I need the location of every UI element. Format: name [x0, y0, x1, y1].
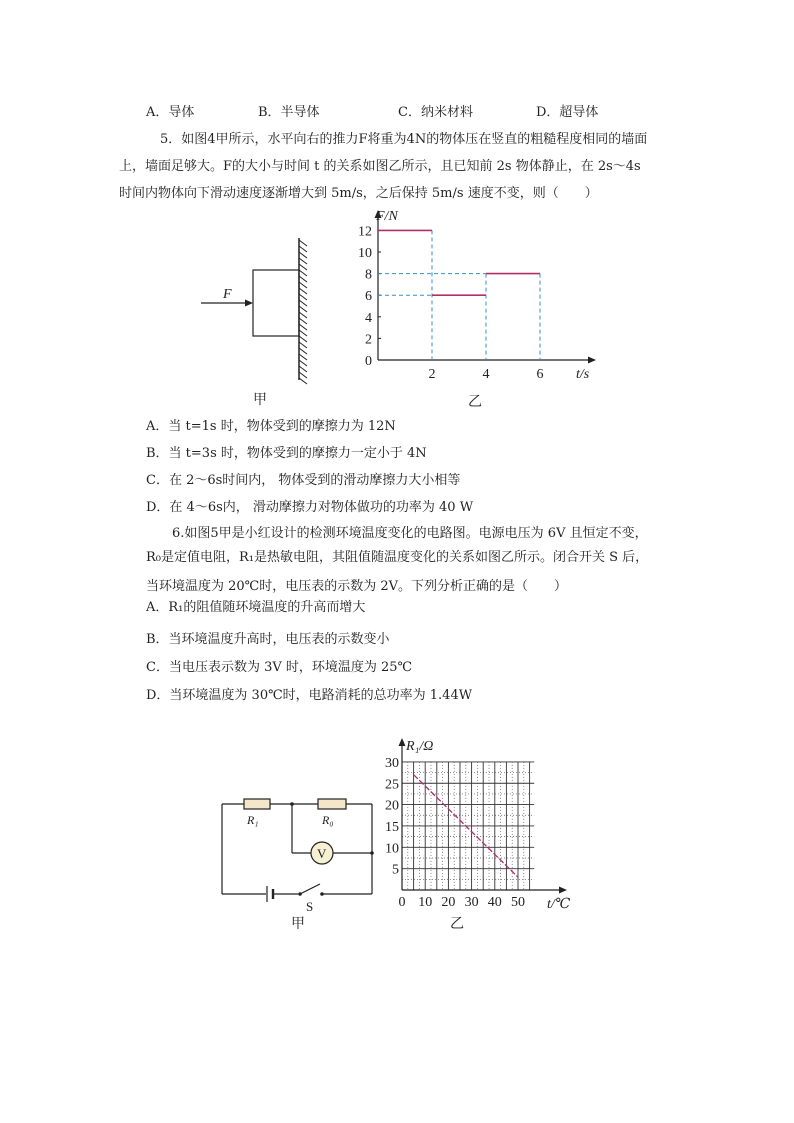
voltmeter-label: V	[317, 846, 327, 861]
y-tick-label: 30	[385, 755, 399, 771]
y-tick-label: 10	[358, 246, 372, 261]
resistor-r1	[244, 799, 270, 809]
y-tick-label: 20	[385, 798, 399, 814]
q4-option-b: B．半导体	[258, 105, 320, 120]
switch-icon	[300, 884, 320, 894]
x-tick-label: 40	[487, 895, 502, 910]
y-tick-label: 6	[365, 289, 372, 305]
switch-label: S	[306, 899, 314, 914]
x-axis-arrow-icon	[559, 887, 567, 894]
q6-option-a: A．R₁的阻值随环境温度的升高而增大	[146, 600, 366, 615]
q5-stem-line2: 上，墙面足够大。F的大小与时间 t 的关系如图乙所示，且已知前 2s 物体静止，在 2s～4s	[119, 159, 641, 174]
wall-hatch	[299, 240, 307, 384]
x-axis-label: t/℃	[547, 897, 571, 912]
q5-figure-wall-block	[195, 232, 320, 407]
q5-stem-line1: 5．如图4甲所示，水平向右的推力F将重为4N的物体压在竖直的粗糙程度相同的墙面	[160, 132, 648, 147]
x-tick-label: 30	[464, 895, 479, 910]
x-tick-label: 4	[482, 367, 490, 382]
y-tick-label: 12	[358, 224, 372, 240]
y-tick-label: 15	[385, 819, 399, 835]
q6-stem-line2: R₀是定值电阻，R₁是热敏电阻，其阻值随温度变化的关系如图乙所示。闭合开关 S 后，	[146, 550, 649, 565]
y-tick-label: 10	[385, 841, 399, 857]
y-axis-label: R₁/Ω	[406, 739, 434, 754]
y-tick-label: 4	[365, 310, 372, 326]
x-tick-label: 10	[418, 895, 433, 910]
q6-r1-t-chart	[380, 730, 580, 935]
q5-option-d: D．在 4～6s内， 滑动摩擦力对物体做功的功率为 40 W	[146, 500, 474, 515]
y-tick-label: 5	[392, 862, 399, 878]
q6-stem-line1: 6.如图5甲是小红设计的检测环境温度变化的电路图。电源电压为 6V 且恒定不变，	[172, 526, 648, 541]
r0-label: R₀	[322, 813, 334, 827]
q5-option-b: B．当 t=3s 时，物体受到的摩擦力一定小于 4N	[146, 446, 427, 461]
q4-option-a: A．导体	[146, 105, 195, 120]
q6-stem-line3: 当环境温度为 20℃时，电压表的示数为 2V。下列分析正确的是（ ）	[146, 579, 568, 594]
q6-caption-right: 乙	[450, 917, 464, 932]
x-tick-label: 20	[441, 895, 456, 910]
q6-option-b: B．当环境温度升高时，电压表的示数变小	[146, 632, 390, 647]
r1-label: R₁	[247, 813, 259, 827]
x-axis-arrow-icon	[588, 357, 596, 364]
force-label: F	[223, 287, 232, 302]
q5-stem-line3: 时间内物体向下滑动速度逐渐增大到 5m/s，之后保持 5m/s 速度不变，则（ ）	[119, 186, 598, 201]
q5-option-c: C．在 2～6s时间内， 物体受到的滑动摩擦力大小相等	[146, 473, 461, 488]
y-tick-label: 0	[365, 354, 372, 369]
x-tick-label: 6	[536, 367, 544, 382]
q6-option-c: C．当电压表示数为 3V 时，环境温度为 25℃	[146, 660, 413, 675]
x-tick-label: 0	[398, 895, 406, 910]
y-tick-label: 25	[385, 777, 399, 793]
q6-circuit-diagram	[212, 790, 387, 935]
q4-option-c: C．纳米材料	[398, 105, 473, 120]
q5-f-t-chart	[340, 202, 610, 410]
q6-option-d: D．当环境温度为 30℃时，电路消耗的总功率为 1.44W	[146, 688, 473, 703]
q6-caption-left: 甲	[291, 917, 305, 932]
x-tick-label: 50	[511, 895, 525, 910]
q5-caption-left: 甲	[253, 393, 267, 407]
y-tick-label: 8	[365, 267, 372, 283]
q5-caption-right: 乙	[468, 395, 482, 410]
y-axis-label: F/N	[376, 209, 398, 224]
x-tick-label: 2	[428, 367, 436, 382]
x-axis-label: t/s	[576, 367, 590, 382]
y-axis-arrow-icon	[399, 738, 406, 746]
block	[253, 270, 299, 336]
resistor-r0	[318, 799, 346, 809]
q4-option-d: D．超导体	[536, 105, 599, 120]
q5-option-a: A．当 t=1s 时，物体受到的摩擦力为 12N	[146, 419, 396, 434]
arrow-head-icon	[245, 300, 253, 307]
y-tick-label: 2	[365, 332, 372, 348]
